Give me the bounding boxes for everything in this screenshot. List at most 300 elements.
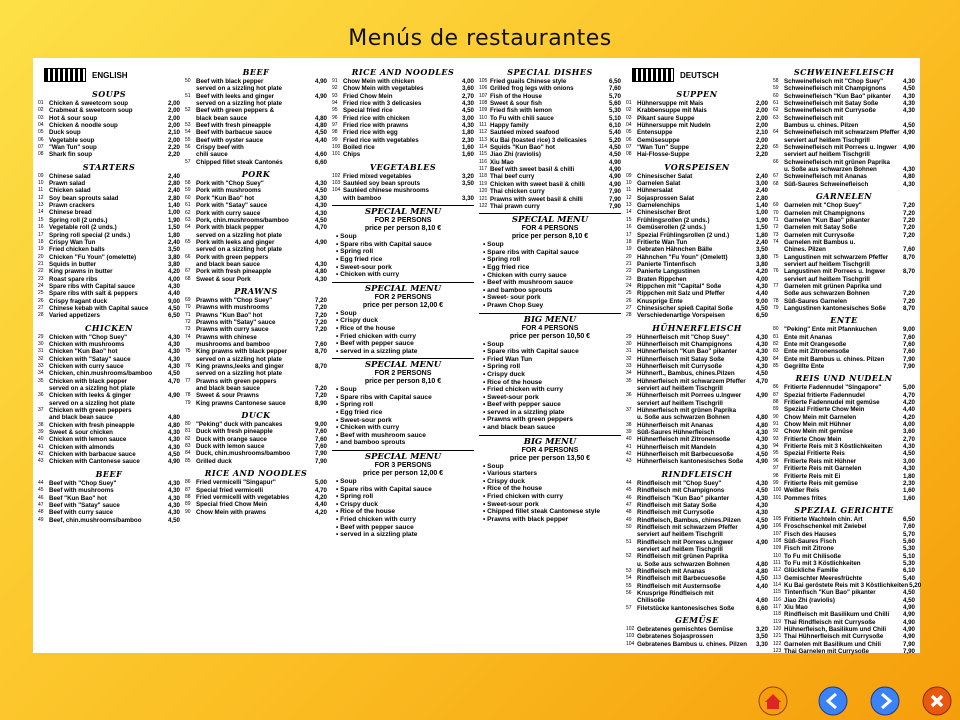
item-number: 120 bbox=[773, 626, 782, 633]
item-name: serviert auf heißem Tischgrill bbox=[784, 275, 870, 283]
menu-item bbox=[773, 341, 915, 348]
menu-item bbox=[626, 517, 768, 524]
item-number: 53 bbox=[185, 122, 191, 129]
menu-item bbox=[626, 597, 768, 604]
menu-item bbox=[479, 144, 621, 151]
menu-item bbox=[38, 239, 180, 246]
item-name: Hühnerfleisch mit grünen Paprika bbox=[637, 407, 737, 415]
special-menu-item: • Rice of the house bbox=[336, 508, 396, 516]
item-name: Süß-Saures Schweinefleisch bbox=[784, 180, 869, 188]
item-number: 43 bbox=[38, 458, 44, 465]
item-number bbox=[185, 370, 196, 377]
item-name: Sautéed soy bean sprouts bbox=[343, 180, 421, 188]
special-menu-persons: FOR 4 PERSONS bbox=[521, 225, 579, 233]
menu-item bbox=[626, 276, 768, 283]
item-price: 3,20 bbox=[461, 172, 474, 180]
item-name: Chinesischer Salat bbox=[637, 172, 693, 180]
item-name: Frühlingsrollen (2 unds.) bbox=[637, 216, 710, 224]
item-price: 4,30 bbox=[755, 282, 768, 290]
menu-item bbox=[38, 129, 180, 136]
item-number: 108 bbox=[479, 100, 488, 107]
menu-item bbox=[773, 151, 915, 158]
item-number: 54 bbox=[185, 129, 191, 136]
menu-item bbox=[185, 487, 327, 494]
item-name: Fried vermicelli "Singapur" bbox=[196, 479, 276, 487]
menu-item bbox=[773, 100, 915, 107]
item-number: 32 bbox=[626, 355, 632, 362]
item-number: 100 bbox=[773, 487, 782, 494]
item-price: 4,50 bbox=[755, 451, 768, 459]
menu-item bbox=[626, 583, 768, 590]
menu-item bbox=[185, 312, 327, 319]
menu-item bbox=[479, 151, 621, 158]
item-name: Chow Mein mit Garnelen bbox=[784, 413, 857, 421]
item-name: Garnelen "Kun Bao" pikanter bbox=[784, 216, 870, 224]
home-button[interactable] bbox=[758, 686, 788, 716]
item-name: Ente mit Ananas bbox=[784, 333, 833, 341]
section-heading: SUPPEN bbox=[676, 89, 718, 99]
item-name: Beef with curry sauce bbox=[49, 509, 113, 517]
item-name: Beef, chin.mushrooms/bamboo bbox=[49, 516, 142, 524]
item-number: 15 bbox=[38, 216, 44, 223]
item-name: Hühnerfleisch mit Zitronensoße bbox=[637, 436, 731, 444]
menu-item bbox=[773, 538, 915, 545]
special-menu-item: • and bamboo sprouts bbox=[483, 286, 553, 294]
item-name: Fried rice with vegetables bbox=[343, 136, 419, 144]
item-price: 7,60 bbox=[902, 333, 915, 341]
menu-item bbox=[773, 356, 915, 363]
item-name: served on a sizzling hot plate bbox=[196, 246, 282, 254]
item-number bbox=[185, 115, 196, 122]
item-price: 4,30 bbox=[461, 122, 474, 130]
menu-item bbox=[185, 246, 327, 253]
item-number: 46 bbox=[626, 494, 632, 501]
menu-item bbox=[332, 137, 474, 144]
item-number bbox=[626, 561, 637, 568]
special-menu-item: • Spring roll bbox=[483, 256, 521, 264]
item-price: 8,70 bbox=[314, 348, 327, 356]
item-price bbox=[914, 159, 915, 166]
special-menu-persons: FOR 3 PERSONS bbox=[374, 462, 432, 470]
item-number: 115 bbox=[773, 589, 781, 596]
special-menu bbox=[479, 435, 621, 524]
item-price: 2,20 bbox=[167, 144, 180, 152]
item-name: King prawns in butter bbox=[49, 268, 113, 276]
menu-item bbox=[626, 370, 768, 377]
item-number: 58 bbox=[773, 78, 779, 84]
item-name: Beef with green peppers & bbox=[196, 107, 275, 115]
item-number: 26 bbox=[626, 297, 632, 304]
item-name: Chicken with curry sauce bbox=[49, 363, 124, 370]
item-name: Garnelen mit "Chop Suey" bbox=[784, 202, 862, 210]
item-price: 4,90 bbox=[755, 392, 768, 400]
item-number: 27 bbox=[38, 304, 44, 311]
item-name: Hot & sour soup bbox=[49, 114, 98, 122]
special-menu-item: • Beef with pepper sauce bbox=[483, 401, 561, 409]
menu-item bbox=[626, 305, 768, 312]
item-number: 58 bbox=[185, 180, 191, 187]
special-menu-item: • Rice of the house bbox=[483, 485, 543, 493]
special-menu-item: • served in a sizzling plate bbox=[483, 408, 565, 416]
special-menu-item: • Spare ribs with Capital sauce bbox=[336, 393, 432, 401]
menu-item bbox=[332, 180, 474, 187]
item-name: Glückliche Familie bbox=[784, 567, 839, 575]
item-number: 11 bbox=[626, 187, 632, 194]
item-price: 4,30 bbox=[755, 363, 768, 370]
item-price: 4,40 bbox=[167, 290, 180, 298]
item-name: Gebraten Hähnchen Bälle bbox=[637, 246, 713, 254]
item-number: 113 bbox=[773, 574, 781, 581]
menu-item bbox=[332, 173, 474, 180]
item-name: Sweet & sour Prawns bbox=[196, 392, 259, 400]
item-price: 4,50 bbox=[314, 129, 327, 137]
menu-item bbox=[626, 531, 768, 538]
item-price: 2,20 bbox=[167, 151, 180, 159]
item-number: 61 bbox=[773, 100, 779, 107]
menu-item bbox=[773, 641, 915, 648]
section-group bbox=[773, 64, 922, 656]
item-price: 4,50 bbox=[902, 450, 915, 458]
item-price: 3,50 bbox=[461, 180, 474, 188]
item-price: 4,30 bbox=[314, 275, 327, 283]
item-price: 4,30 bbox=[755, 355, 768, 363]
menu-item bbox=[773, 421, 915, 428]
item-name: Fried vermicelli with vegetables bbox=[196, 493, 290, 501]
item-price: 3,30 bbox=[461, 194, 474, 202]
menu-item bbox=[38, 151, 180, 158]
item-price bbox=[767, 590, 768, 597]
menu-item bbox=[626, 495, 768, 502]
menu-item bbox=[626, 195, 768, 202]
special-menu bbox=[332, 450, 474, 539]
menu-item bbox=[773, 384, 915, 391]
special-menu-item: • Sweet-sour pork bbox=[483, 393, 539, 401]
item-number bbox=[185, 341, 196, 348]
item-price: 1,60 bbox=[461, 144, 474, 152]
item-price: 3,80 bbox=[755, 260, 768, 268]
item-name: Langustinen mit schwarzem Pfeffer bbox=[784, 253, 889, 261]
item-name: Chicken with barbacue sauce bbox=[49, 451, 136, 459]
item-number: 108 bbox=[773, 537, 782, 544]
item-name: and black bean sauce bbox=[49, 414, 113, 422]
item-number: 40 bbox=[626, 436, 632, 443]
item-name: Varied appetizers bbox=[49, 312, 100, 320]
item-price: 4,30 bbox=[902, 92, 915, 100]
item-price: 2,40 bbox=[167, 238, 180, 246]
menu-item bbox=[38, 180, 180, 187]
item-number: 72 bbox=[773, 224, 779, 231]
item-price bbox=[767, 546, 768, 553]
item-number: 57 bbox=[185, 158, 191, 165]
menu-item bbox=[626, 436, 768, 443]
menu-item bbox=[626, 553, 768, 560]
item-name: Sweet & sour fish bbox=[490, 100, 542, 108]
item-price: 2,70 bbox=[461, 92, 474, 100]
item-number: 52 bbox=[185, 107, 191, 114]
menu-item bbox=[773, 516, 915, 523]
menu-item bbox=[479, 166, 621, 173]
item-name: Duck with fresh pineapple bbox=[196, 428, 273, 436]
item-price: 4,50 bbox=[755, 487, 768, 495]
item-price: 2,40 bbox=[167, 172, 180, 180]
item-name: Chipped fillet steak Cantonés bbox=[196, 158, 283, 166]
item-price: 5,70 bbox=[902, 530, 915, 538]
menu-item bbox=[185, 151, 327, 158]
item-price: 2,40 bbox=[755, 172, 768, 180]
menu-item bbox=[38, 107, 180, 114]
item-price: 5,30 bbox=[902, 545, 915, 553]
item-price: 7,60 bbox=[902, 341, 915, 348]
item-number: 93 bbox=[332, 92, 338, 99]
item-name: Süß-Saures Garnelen bbox=[784, 297, 847, 305]
item-name: Chilisoße bbox=[637, 597, 665, 605]
menu-item bbox=[38, 173, 180, 180]
item-name: Schweinefleisch mit "Chop Suey" bbox=[784, 78, 884, 85]
item-name: Prawn crackers bbox=[49, 202, 95, 210]
item-number: 39 bbox=[38, 429, 44, 436]
item-name: Fried fish with lemon bbox=[490, 107, 552, 115]
item-price: 2,00 bbox=[167, 122, 180, 130]
item-number: 16 bbox=[626, 224, 632, 231]
item-name: Spezial fritierte Fadennudel bbox=[784, 391, 865, 399]
item-number: 34 bbox=[626, 370, 632, 377]
menu-item bbox=[38, 312, 180, 319]
item-number: 62 bbox=[773, 107, 779, 114]
item-name: King prawns Cantonese sauce bbox=[196, 399, 286, 407]
item-name: Rindfleisch mit Porrees u.Ingwer bbox=[637, 538, 734, 546]
special-menu bbox=[332, 282, 474, 356]
item-number: 91 bbox=[773, 421, 779, 428]
item-name: "Peking" duck with pancakes bbox=[196, 421, 283, 429]
menu-item bbox=[626, 122, 768, 129]
item-name: Shark fin soup bbox=[49, 151, 92, 159]
german-flag bbox=[632, 68, 768, 82]
item-price: 3,30 bbox=[755, 640, 768, 648]
item-number: 123 bbox=[773, 648, 782, 655]
item-number bbox=[38, 414, 49, 421]
language-label: DEUTSCH bbox=[680, 70, 719, 80]
item-number: 26 bbox=[38, 297, 44, 304]
item-price: 1,80 bbox=[902, 472, 915, 480]
item-number: 13 bbox=[626, 202, 632, 209]
item-number bbox=[773, 246, 784, 253]
item-name: Rindfleisch mit schwarzem Pfeffer bbox=[637, 523, 738, 531]
item-name: Squids in butter bbox=[49, 260, 97, 268]
item-name: Rindfleisch mit Currysoße bbox=[637, 509, 715, 517]
item-price bbox=[326, 370, 327, 377]
special-menu-item: • Spring roll bbox=[336, 401, 374, 409]
item-price: 4,30 bbox=[167, 348, 180, 356]
item-name: Knusprige Ente bbox=[637, 297, 683, 305]
menu-item bbox=[626, 575, 768, 582]
item-number: 37 bbox=[38, 407, 44, 414]
menu-item bbox=[479, 129, 621, 136]
item-name: Garnelen Salat bbox=[637, 180, 681, 188]
special-menu-item: • Sweet-sour pork bbox=[483, 500, 539, 508]
menu-item bbox=[626, 546, 768, 553]
item-number: 52 bbox=[626, 553, 632, 560]
item-number: 74 bbox=[185, 333, 191, 340]
special-menu-item: • Chicken with curry bbox=[336, 424, 400, 432]
item-price: 7,90 bbox=[608, 188, 621, 196]
item-name: and black bean sauce bbox=[196, 385, 260, 393]
item-number: 118 bbox=[773, 611, 781, 618]
item-price: 2,00 bbox=[755, 136, 768, 144]
menu-item bbox=[185, 224, 327, 231]
item-number: 12 bbox=[626, 194, 632, 201]
item-name: Fish of the House bbox=[490, 92, 542, 100]
item-price: 3,00 bbox=[461, 114, 474, 122]
item-name: Langustinen kantonesisches Soße bbox=[784, 304, 886, 312]
menu-item bbox=[626, 268, 768, 275]
forward-button[interactable] bbox=[870, 686, 900, 716]
item-name: Jiao Zhi (raviolis) bbox=[784, 596, 835, 604]
page-title: Menús de restaurantes bbox=[348, 26, 612, 51]
menu-item bbox=[185, 501, 327, 508]
item-price: 4,70 bbox=[314, 224, 327, 232]
item-name: Schweinefleisch mit Porrees u. Ingwer bbox=[784, 144, 897, 152]
special-menu-price: price per person 8,10 € bbox=[511, 233, 589, 241]
item-number: 56 bbox=[626, 589, 632, 596]
item-number: 23 bbox=[626, 275, 632, 282]
item-number: 116 bbox=[479, 158, 487, 165]
item-name: Bambus u. chines. Pilzen bbox=[784, 122, 859, 130]
close-button[interactable] bbox=[922, 686, 952, 716]
menu-item bbox=[626, 283, 768, 290]
item-number: 51 bbox=[626, 538, 632, 545]
special-menu-item: • Soup bbox=[483, 241, 504, 249]
item-name: Prawns with "Satay" sauce bbox=[196, 318, 276, 326]
menu-item bbox=[185, 436, 327, 443]
section-heading: PRAWNS bbox=[234, 285, 278, 296]
item-name: Chinesischer spieß Capital Soße bbox=[637, 304, 733, 312]
section-heading: CHICKEN bbox=[85, 322, 133, 333]
item-name: Chicken with almonds bbox=[49, 443, 115, 451]
item-price bbox=[767, 407, 768, 414]
menu-column-1 bbox=[38, 64, 180, 647]
item-name: Fritierte Wachteln chin. Art bbox=[784, 515, 863, 523]
item-number: 75 bbox=[773, 253, 779, 260]
menu-item bbox=[38, 429, 180, 436]
menu-item bbox=[185, 202, 327, 209]
item-number: 121 bbox=[773, 633, 782, 640]
item-name: Hühnerfleisch mit Currysoße bbox=[637, 363, 722, 370]
menu-item bbox=[38, 378, 180, 385]
item-name: Braten Rippchen bbox=[637, 275, 687, 283]
item-name: Ente mit Orangesoße bbox=[784, 341, 847, 348]
item-price: 1,40 bbox=[167, 202, 180, 210]
item-price: 9,00 bbox=[755, 297, 768, 305]
menu-item bbox=[185, 392, 327, 399]
menu-item bbox=[773, 93, 915, 100]
menu-item bbox=[479, 196, 621, 203]
menu-item bbox=[185, 122, 327, 129]
menu-item bbox=[185, 261, 327, 268]
item-number: 117 bbox=[479, 166, 487, 173]
item-number: 67 bbox=[185, 268, 191, 275]
item-price: 4,80 bbox=[314, 122, 327, 130]
item-number: 31 bbox=[38, 348, 44, 355]
item-name: Squids "Kun Bao" hot bbox=[490, 144, 555, 152]
item-number: 83 bbox=[185, 443, 191, 450]
item-name: Soy bean sprouts salad bbox=[49, 194, 119, 202]
item-number: 89 bbox=[185, 501, 191, 508]
item-name: Rindfleisch mit grünen Paprika bbox=[637, 553, 729, 561]
item-name: Tintenfisch "Kun Bao" pikanter bbox=[784, 589, 876, 597]
item-name: Rippchen mit "Capital" Soße bbox=[637, 282, 722, 290]
item-number: 101 bbox=[773, 494, 782, 501]
close-icon bbox=[922, 686, 952, 716]
item-number: 79 bbox=[185, 399, 191, 406]
menu-item bbox=[185, 85, 327, 92]
back-button[interactable] bbox=[818, 686, 848, 716]
item-price: 7,90 bbox=[314, 457, 327, 465]
special-menu-persons: FOR 2 PERSONS bbox=[374, 370, 432, 378]
item-price: 4,80 bbox=[755, 414, 768, 422]
special-menu-item: • Egg fried rice bbox=[336, 409, 383, 417]
item-number: 62 bbox=[185, 209, 191, 216]
item-number bbox=[38, 385, 49, 392]
special-menu-item: • Chicken with curry bbox=[336, 271, 400, 279]
item-number: 70 bbox=[185, 304, 191, 311]
menu-item bbox=[626, 334, 768, 341]
item-name: Chicken with black pepper bbox=[49, 377, 128, 385]
item-price: 2,00 bbox=[167, 136, 180, 144]
item-number: 28 bbox=[38, 312, 44, 319]
item-price: 7,90 bbox=[902, 355, 915, 363]
item-number: 64 bbox=[185, 224, 191, 231]
menu-item bbox=[773, 611, 915, 618]
item-price: 3,50 bbox=[755, 633, 768, 641]
item-number: 84 bbox=[773, 355, 779, 362]
menu-item bbox=[626, 414, 768, 421]
item-price: 2,00 bbox=[755, 114, 768, 122]
item-name: served on a sizzling hot plate bbox=[49, 385, 135, 393]
item-number: 112 bbox=[773, 567, 781, 574]
special-menu-item: • Spring roll bbox=[336, 248, 374, 256]
menu-item bbox=[185, 195, 327, 202]
item-price: 3,20 bbox=[755, 626, 768, 633]
section-heading: RICE AND NOODLES bbox=[204, 468, 308, 479]
item-number: 102 bbox=[332, 172, 341, 179]
item-number bbox=[185, 232, 196, 239]
item-number: 86 bbox=[185, 479, 191, 486]
item-price: 5,60 bbox=[608, 100, 621, 108]
menu-item bbox=[38, 334, 180, 341]
item-name: Pork with curry sauce bbox=[196, 209, 261, 217]
item-number: 88 bbox=[185, 493, 191, 500]
item-name: Chicken with "Chop Suey" bbox=[49, 333, 128, 341]
item-number: 90 bbox=[773, 413, 779, 420]
item-price: 4,30 bbox=[167, 436, 180, 444]
item-number: 46 bbox=[38, 494, 44, 501]
item-price: 1,40 bbox=[755, 202, 768, 210]
item-name: Duck with lemon sauce bbox=[196, 443, 265, 451]
item-number: 24 bbox=[38, 282, 44, 289]
item-price: 4,30 bbox=[167, 355, 180, 363]
item-name: Beef with sweet basil & chilli bbox=[490, 166, 575, 174]
menu-item bbox=[773, 575, 915, 582]
menu-item bbox=[773, 626, 915, 633]
item-number: 79 bbox=[773, 304, 779, 311]
item-number: 60 bbox=[185, 194, 191, 201]
item-price: 4,30 bbox=[314, 194, 327, 202]
back-icon bbox=[818, 686, 848, 716]
item-number: 116 bbox=[773, 596, 781, 603]
menu-item bbox=[38, 209, 180, 216]
item-name: Fritierte Wan Tun bbox=[637, 238, 688, 246]
menu-item bbox=[185, 129, 327, 136]
